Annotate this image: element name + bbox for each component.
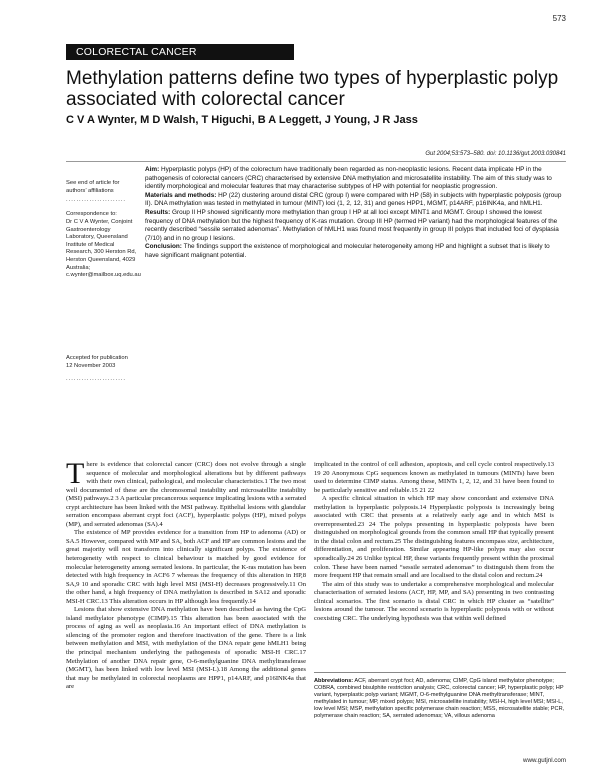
journal-url[interactable]: www.gutjnl.com xyxy=(523,757,566,764)
accepted-date: 12 November 2003 xyxy=(66,363,116,369)
body-paragraph: The aim of this study was to undertake a comprehensive morphological and molecular characterisation of serrated lesions (ACF, HP, MP, and SA) presenting in two contrasting clinical scenarios. The first scenario is distal CRC in which HP cluster as “satellite” lesions around the tumour. The second scenario is hyperplastic polyposis with or without coexisting CRC. The underlying hypothesis was that within well defined xyxy=(314,580,554,622)
abstract-methods xyxy=(145,192,565,209)
body-paragraph xyxy=(66,457,306,529)
margin-divider: ....................... xyxy=(66,197,127,203)
body-paragraph: Lesions that show extensive DNA methylation have been described as having the CpG island methylator phenotype (CIMP).15 This alteration has been associated with the process of aging as well as neoplasia.16 An important effect of DNA methylation is silencing of the promoter region and therefore inactivation of the gene. There is a link between methylation and MSI, with methylation of the DNA repair gene hMLH1 being the principal mechanism underlying the pathogenesis of sporadic MSI-H CRC.17 Methylation of another DNA repair gene, O-6-methylguanine DNA methyltransferase (MGMT), has been linked with low level MSI (MSI-L).18 Among the additional genes that may be methylated in colorectal neoplasms are HPP1, p14ARF, and p16INK4a that are xyxy=(66,606,306,691)
conclusion-text: The findings support the existence of morphological and molecular heterogeneity among HP and highlight a subset that is likely to have significant malignant potential. xyxy=(145,243,550,259)
author-list: C V A Wynter, M D Walsh, T Higuchi, B A Leggett, J Young, J R Jass xyxy=(66,114,418,126)
results-label: Results: xyxy=(145,208,171,216)
body-paragraph: implicated in the control of cell adhesion, apoptosis, and cell cycle control respectively.13 19 20 Anonymous CpG sequences known as methylated in tumours (MINTs) have been used to determine CIMP status. Among these, MINTs 1, 2, 12, and 31 have been found to be particularly sensitive and reliable.15 21 22 xyxy=(314,461,554,494)
correspondence-label: Correspondence to: xyxy=(66,211,117,217)
citation: Gut 2004;53:573–580. doi: 10.1136/gut.2003.030841 xyxy=(425,151,566,157)
drop-cap: T xyxy=(66,457,85,490)
header-divider xyxy=(66,161,566,162)
article-title: Methylation patterns define two types of hyperplastic polyp associated with colorectal cancer xyxy=(66,68,559,110)
aim-label: Aim: xyxy=(145,166,160,173)
abstract xyxy=(145,166,565,261)
conclusion-label: Conclusion: xyxy=(145,243,182,251)
margin-divider-end: ....................... xyxy=(66,376,127,382)
abstract-results xyxy=(145,209,565,243)
methods-label: Materials and methods: xyxy=(145,191,217,199)
abbreviations-label: Abbreviations: xyxy=(314,678,354,684)
aim-text: Hyperplastic polyps (HP) of the colorectum have traditionally been regarded as non-neoplastic lesions. Recent data implicate HP in the pathogenesis of colorectal cancers (CRC) characterised by extensive DNA methylation and microsatellite instability. The aim of this study was to identify morphological and molecular features that may characterise subtypes of HP with potential for neoplastic progression. xyxy=(145,166,552,191)
body-paragraph: A specific clinical situation in which HP may show concordant and extensive DNA methylation is hyperplastic polyposis.14 Hyperplastic polyposis is increasingly being associated with CRC that presents at a relatively early age and in which MSI is overrepresented.23 24 The polyps presenting in hyperplastic polyposis have been distinguished on morphological grounds from the common small HP that typically present in the distal colon and rectum.25 The distinguishing features encompass size, architecture, differentiation, and proliferation. Similar appearing HP-like polyps may also occur sporadically.24 26 Unlike typical HP, these variants frequently present within the proximal colon. These have been named “sessile serrated adenomas” to distinguish them from the more frequent HP that remain small and are localised to the distal colon and rectum.24 xyxy=(314,495,554,580)
methods-text: HP (22) clustering around distal CRC (group I) were compared with HP (58) in subjects with hyperplastic polyposis (group II). DNA methylation was tested in methylated in tumour (MINT) loci (1, 2, 12, 31) and genes HPP1, MGMT, p14ARF, p16INK4a, and hMLH1. xyxy=(145,191,562,208)
see-end-note: See end of article for authors’ affiliations xyxy=(66,180,120,194)
abstract-conclusion xyxy=(145,243,565,260)
section-banner: COLORECTAL CANCER xyxy=(66,44,294,60)
body-column-right xyxy=(314,461,554,623)
accepted-label: Accepted for publication xyxy=(66,355,128,361)
results-text: Group II HP showed significantly more methylation than group I HP at all loci except MINT1 and MGMT. Group I showed the lowest frequency of DNA methylation but the highest frequency of K-ras mutation. Group III HP (termed HP variant) had the morphological features of the recently described “sessile serrated adenomas”. Methylation of hMLH1 was found most frequently in group III polyps that included foci of dysplasia (7/10) and in no group I lesions. xyxy=(145,208,559,242)
abstract-aim xyxy=(145,166,565,192)
correspondence-address: Dr C V A Wynter, Conjoint Gastroenterology Laboratory, Queensland Institute of Medical Research, 300 Herston Rd, Herston Queensland, 4029 Australia; c.wynter@mailbox.uq.edu.au xyxy=(66,219,141,279)
paragraph-text: here is evidence that colorectal cancer (CRC) does not evolve through a single sequence of molecular and morphological alterations but by different pathways with their own clinical, pathological, and molecular characteristics.1 The two most well documented of these are the chromosomal instability and microsatellite instability (MSI) pathways.2 3 A particular precancerous sequence implicating lesions with a serrated crypt architecture has been linked with the MSI pathway. Epithelial lesions with glandular serration encompass aberrant crypt foci (ACF), hyperplastic polyps (HP), mixed polyps (MP), and serrated adenomas (SA).4 xyxy=(66,461,306,528)
body-column-left xyxy=(66,457,306,692)
body-paragraph: The existence of MP provides evidence for a transition from HP to adenoma (AD) or SA.5 However, compared with MP and SA, both ACF and HP are common lesions and the great majority will not transform into clinically significant polyps. The existence of heterogeneity with respect to clinical behaviour is matched by good evidence for molecular heterogeneity among serrated lesions. In particular, the K-ras mutation has been detected with high frequency in ACF6 7 whereas the frequency of this alteration in HP,8 SA,9 10 and sporadic CRC with high level MSI (MSI-H) decreases progressively.11 On the other hand, a high frequency of DNA methylation is described in SA12 and sporadic MSI-H CRC.13 This alteration occurs in HP although less frequently.14 xyxy=(66,529,306,605)
abbreviations-text: ACF, aberrant crypt foci; AD, adenoma; CIMP, CpG island methylator phenotype; COBRA, combined bisulphite restriction analysis; CRC, colorectal cancer; HP, hyperplastic polyp; HP variant, hyperplastic polyp variant; MGMT, O-6-methylguanine DNA methyltransferase; MINT, methylated in tumour; MP, mixed polyps; MSI, microsatellite instability; MSI-H, high level MSI; MSI-L, low level MSI; MSP, methylation specific polymerase chain reaction; MSS, microsatellite stable; PCR, polymerase chain reaction; SA, serrated adenomas; VA, villous adenoma xyxy=(314,678,565,720)
page-number: 573 xyxy=(552,14,566,23)
abbreviations-box xyxy=(314,672,566,721)
